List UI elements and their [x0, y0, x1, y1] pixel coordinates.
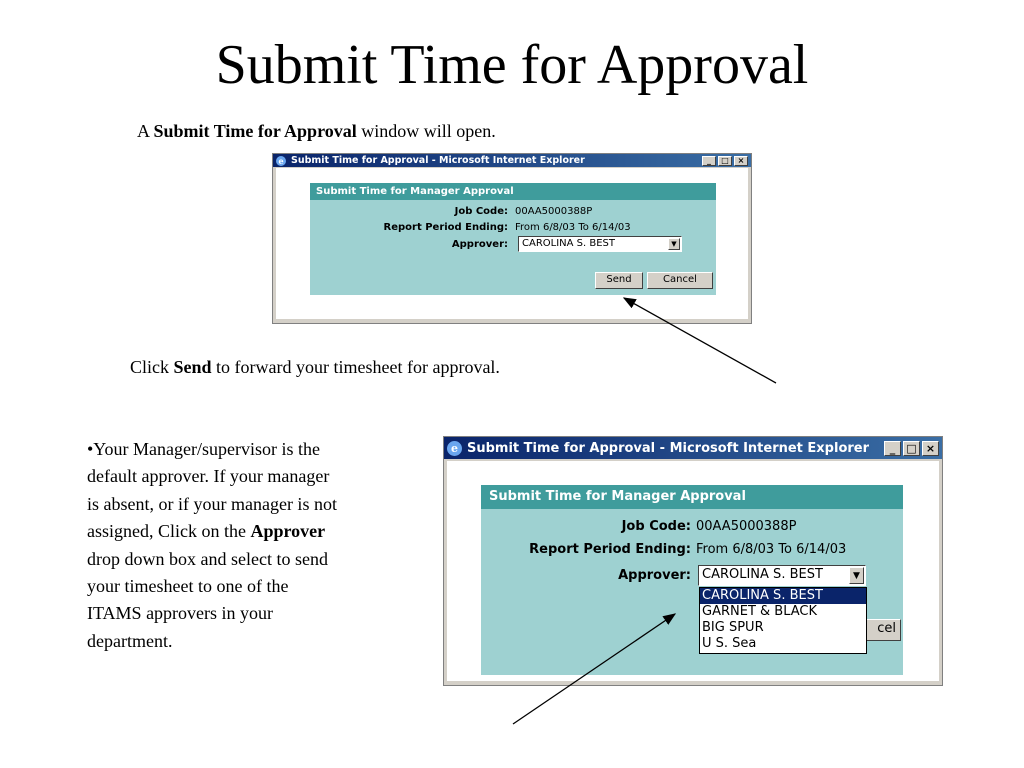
caption-pre: A [137, 121, 154, 141]
window-title: Submit Time for Approval - Microsoft Internet Explorer [291, 155, 585, 166]
instruction-bullet [87, 436, 337, 655]
window-title: Submit Time for Approval - Microsoft Internet Explorer [467, 440, 870, 456]
approval-panel [481, 485, 903, 675]
period-label: Report Period Ending: [529, 542, 691, 557]
panel-heading: Submit Time for Manager Approval [310, 183, 716, 200]
approver-dropdown-list [699, 587, 867, 654]
approver-selected-value: CAROLINA S. BEST [522, 238, 616, 249]
window-titlebar[interactable] [273, 154, 751, 167]
chevron-down-icon[interactable]: ▼ [668, 238, 680, 250]
job-code-label: Job Code: [454, 206, 508, 217]
approver-select[interactable] [518, 236, 682, 252]
bullet-text-1: •Your Manager/supervisor is the default approver. If your manager is absent, or if your manager is not assigned, Click on the [87, 439, 337, 542]
ie-logo-icon: e [276, 156, 286, 166]
approval-panel [310, 183, 716, 295]
job-code-value: 00AA5000388P [696, 519, 797, 534]
bullet-bold: Approver [250, 521, 326, 542]
approver-select[interactable] [698, 565, 866, 586]
submit-window-large [443, 436, 943, 686]
close-button[interactable]: × [734, 156, 748, 166]
window-client-area [276, 168, 748, 319]
caption-bold: Send [173, 357, 212, 377]
period-value: From 6/8/03 To 6/14/03 [515, 222, 631, 233]
caption-click-send [130, 356, 500, 378]
period-label: Report Period Ending: [383, 222, 508, 233]
dropdown-option[interactable]: GARNET & BLACK [702, 604, 818, 619]
chevron-down-icon[interactable]: ▼ [849, 567, 864, 584]
dropdown-option[interactable]: CAROLINA S. BEST [700, 588, 866, 604]
slide-title: Submit Time for Approval [215, 34, 809, 96]
window-client-area [447, 461, 939, 681]
approver-label: Approver: [618, 568, 691, 583]
approver-selected-value: CAROLINA S. BEST [702, 567, 823, 582]
minimize-button[interactable]: _ [702, 156, 716, 166]
caption-pre: Click [130, 357, 174, 377]
caption-bold: Submit Time for Approval [153, 121, 357, 141]
job-code-value: 00AA5000388P [515, 206, 593, 217]
period-value: From 6/8/03 To 6/14/03 [696, 542, 847, 557]
cancel-button[interactable]: cel [847, 619, 901, 641]
bullet-text-2: drop down box and select to send your timesheet to one of the ITAMS approvers in your department. [87, 548, 328, 651]
job-code-label: Job Code: [621, 519, 691, 534]
submit-window-small [272, 153, 752, 324]
maximize-button[interactable]: □ [718, 156, 732, 166]
caption-post: window will open. [356, 121, 496, 141]
caption-post: to forward your timesheet for approval. [211, 357, 500, 377]
ie-logo-icon: e [447, 441, 462, 456]
close-button[interactable]: × [922, 441, 939, 456]
approver-label: Approver: [451, 239, 508, 250]
minimize-button[interactable]: _ [884, 441, 901, 456]
dropdown-option[interactable]: U S. Sea [702, 636, 757, 651]
caption-window-opens [137, 120, 496, 142]
dropdown-option[interactable]: BIG SPUR [702, 620, 764, 635]
cancel-button[interactable]: Cancel [647, 272, 713, 289]
maximize-button[interactable]: □ [903, 441, 920, 456]
panel-heading: Submit Time for Manager Approval [481, 485, 903, 509]
send-button[interactable]: Send [595, 272, 643, 289]
window-titlebar[interactable] [444, 437, 942, 459]
